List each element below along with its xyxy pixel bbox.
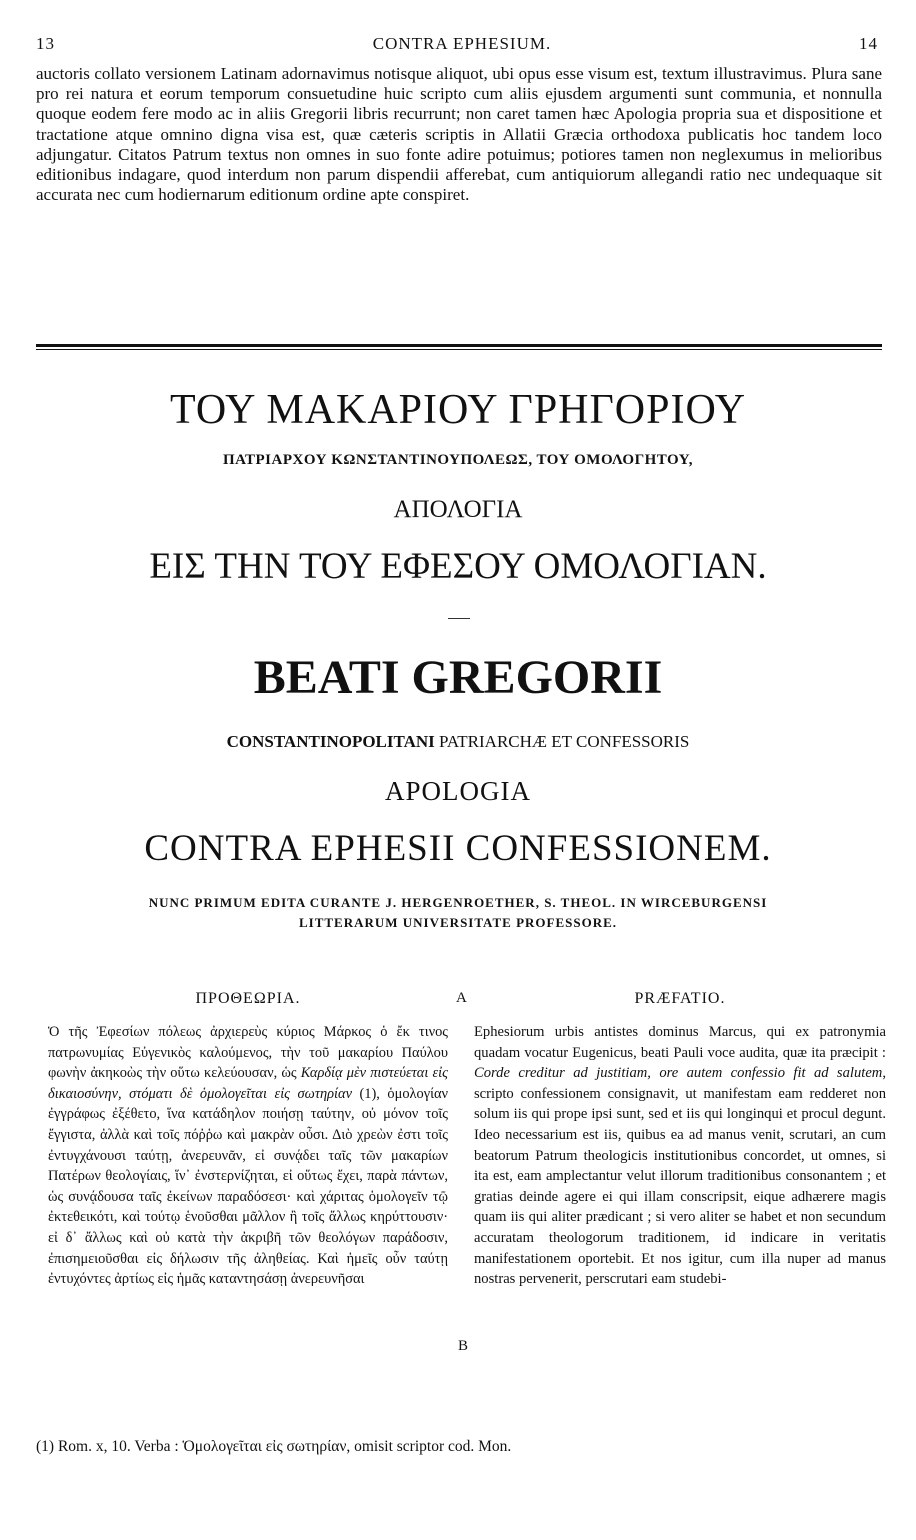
- greek-text-part1: Ὁ τῆς Ἐφεσίων πόλεως ἀρχιερεὺς κύριος Μάρκος ὁ ἔκ τινος πατρωνυμίας Εὐγενικὸς καλούμενος, τὴν τοῦ μακαρίου Παύλου φωνὴν ἀκηκοὼς τὴν οὕτω κελεύουσαν, ὡς: [48, 1024, 448, 1082]
- greek-column-heading: ΠΡΟΘΕΩΡΙΑ.: [195, 990, 301, 1007]
- footnote-marker: (1): [351, 1085, 377, 1102]
- title-separator: [448, 618, 470, 619]
- edition-note: [0, 893, 916, 933]
- preface-text: auctoris collato versionem Latinam adornavimus notisque aliquot, ubi opus esse visum est, textum illustravimus. Plura sane pro rei natura et eorum temporum consuetudine huic scripto cum aliis ejusdem argumenti sunt communia, et nonnulla quoque eodem fere modo ac in aliis Gregorii libris recurrunt; non caret tamen hæc Apologia propria sua et dispositione et tractatione atque omnino digna visa est, quæ cæteris scriptis in Allatii Græcia orthodoxa publicatis hoc tandem loco adjungatur. Citatos Patrum textus non omnes in suo fonte adire potuimus; potiores tamen non neglexumus in melioribus editionibus indagare, quod interdum non parum dispendii afferebat, cum antiquiorum allegandi ratio nec undequaque sit accurata nec cum hodiernarum editionum ordine apte conspiret.: [36, 64, 882, 205]
- greek-scripture-quote: Καρδίᾳ μὲν πιστεύεται εἰς δικαιοσύνην, στόματι δὲ ὁμολογεῖται εἰς σωτηρίαν: [48, 1065, 448, 1102]
- greek-column: [48, 990, 448, 1290]
- greek-title-eis: ΕΙΣ ΤΗΝ ΤΟΥ ΕΦΕΣΟΥ ΟΜΟΛΟΓΙΑΝ.: [149, 546, 767, 587]
- latin-column-text: [474, 1022, 886, 1290]
- latin-text-part1: Ephesiorum urbis antistes dominus Marcus, qui ex patronymia quadam vocatur Eugenicus, beati Pauli voce audita, quæ ita præcipit :: [474, 1024, 886, 1061]
- greek-text-part2: , ὁμολογίαν ἐγγράφως ἐξέθετο, ἵνα κατάδηλον ποιήσῃ ταύτην, οὐ μόνον τοῖς ἔγγιστα, ἀλλὰ καὶ τοῖς πόῤῥω καὶ μακρὰν οὖσι. Διὸ χρεὼν ἐστι τοῖς ἐντυγχάνουσι ταύτῃ, ἀνερευνᾶν, εἰ συνᾴδει ταῖς τῶν μακαρίων Πατέρων θεολογίαις, ἵν᾿ ἐνστερνίζηται, εἰ οὕτως ἔχει, παρὰ πάντων, ὡς συνᾴδουσα ταῖς ἐκείνων παραδόσεσι· καὶ χάριτας ὁμολογεῖν τῷ ἐκτεθεικότι, καὶ τούτῳ ἑνοῦσθαι μᾶλλον ἢ τοῖς ἄλλως κηρύττουσιν· εἰ δ᾿ ἄλλως καὶ οὐ κατὰ τὴν ἀκριβῆ τῶν θεολόγων παράδοσιν, ἐπισημειοῦσθαι εἰς δήλωσιν τῆς ἀληθείας. Καὶ ἡμεῖς οὖν ταύτῃ ἐντυχόντες ἀρτίως εἰς ἡμᾶς καταντησάσῃ ἀνερευνῆσαι: [48, 1085, 448, 1288]
- running-head: [36, 34, 888, 56]
- greek-title-main: ΤΟΥ ΜΑΚΑΡΙΟΥ ΓΡΗΓΟΡΙΟΥ: [169, 387, 747, 433]
- latin-text-part2: , scripto confessionem consignavit, ut manifestam eam redderet non solum iis qui prope ipsi sunt, sed et iis qui longinqui et procul degunt. Ideo necessarium est iis, quibus ea ad manus venit, scrutari, an cum beatorum Patrum theologicis institutionibus concordet, ut omnes, si ita est, eam amplectantur velut illorum traditionibus consonantem ; et gratias deinde agere ei qui illam conscripsit, eique adhærere magis quam iis qui aliter prædicant ; si vero aliter se habet et non secundum accuratam theologorum traditionem, id indicare in veritatis manifestationem oportebit. Et nos igitur, cum illa nuper ad manus nostras pervenerit, perscrutari eam studebi-: [474, 1065, 886, 1288]
- latin-title-sub: [0, 732, 916, 752]
- latin-column-heading: PRÆFATIO.: [634, 990, 726, 1007]
- latin-column: [474, 990, 886, 1290]
- page-number-left: 13: [36, 34, 55, 53]
- latin-title-main: BEATI GREGORII: [253, 651, 663, 704]
- title-rule-thin: [36, 349, 882, 350]
- preface-paragraph: [36, 64, 882, 205]
- page-number-right: 14: [859, 34, 878, 53]
- margin-letter-a: A: [456, 990, 467, 1006]
- greek-column-text: [48, 1022, 448, 1290]
- margin-letter-b: B: [458, 1338, 469, 1354]
- latin-title-sub-rest: PATRIARCHÆ ET CONFESSORIS: [439, 732, 690, 751]
- latin-title-sub-bold: CONSTANTINOPOLITANI: [226, 732, 440, 751]
- running-title: CONTRA EPHESIUM.: [372, 34, 552, 53]
- title-rule: [36, 344, 882, 347]
- latin-scripture-quote: Corde creditur ad justitiam, ore autem confessio fit ad salutem: [474, 1065, 883, 1082]
- edition-note-line1: NUNC PRIMUM EDITA CURANTE J. HERGENROETHER, S. THEOL. IN WIRCEBURGENSI: [148, 895, 768, 910]
- greek-title-apologia: ΑΠΟΛΟΓΙΑ: [393, 496, 523, 523]
- footnote: (1) Rom. x, 10. Verba : Ὁμολογεῖται εἰς σωτηρίαν, omisit scriptor cod. Mon.: [36, 1438, 512, 1455]
- latin-title-apologia: APOLOGIA: [385, 776, 531, 806]
- latin-title-contra: CONTRA EPHESII CONFESSIONEM.: [144, 828, 772, 869]
- greek-title-sub: ΠΑΤΡΙΑΡΧΟΥ ΚΩΝΣΤΑΝΤΙΝΟΥΠΟΛΕΩΣ, ΤΟΥ ΟΜΟΛΟΓΗΤΟΥ,: [222, 452, 694, 468]
- edition-note-line2: LITTERARUM UNIVERSITATE PROFESSORE.: [298, 915, 618, 930]
